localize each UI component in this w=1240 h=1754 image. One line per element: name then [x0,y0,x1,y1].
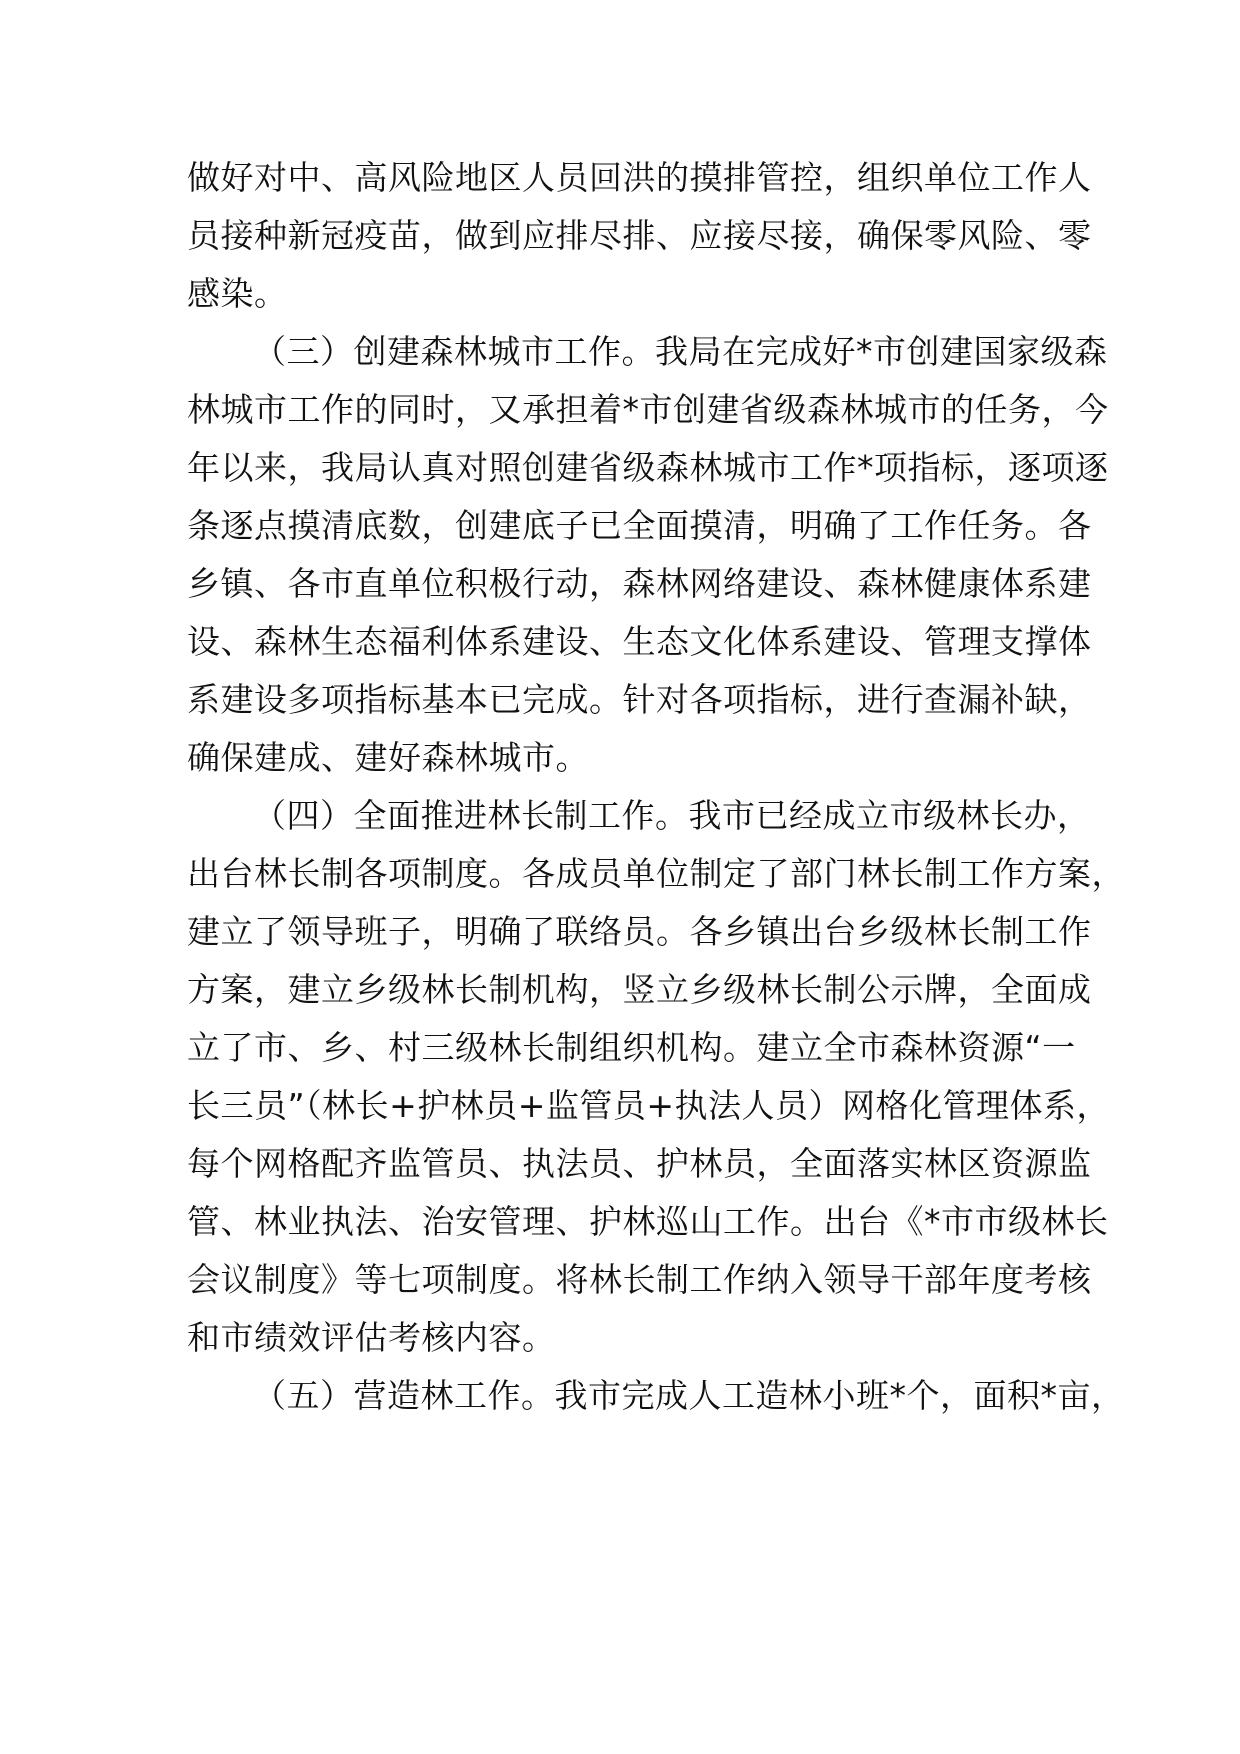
text-line: 建立了领导班子，明确了联络员。各乡镇出台乡级林长制工作 [187,912,1092,951]
text-line: 设、森林生态福利体系建设、生态文化体系建设、管理支撑体 [187,622,1092,661]
text-line: 林城市工作的同时，又承担着*市创建省级森林城市的任务，今 [187,390,1109,429]
text-line: 出台林长制各项制度。各成员单位制定了部门林长制工作方案， [187,854,1125,893]
text-line: 年以来，我局认真对照创建省级森林城市工作*项指标，逐项逐 [187,448,1109,487]
text-line: 长三员”（林长+护林员+监管员+执法人员）网格化管理体系， [187,1086,1111,1125]
text-line: 确保建成、建好森林城市。 [187,738,589,777]
text-line: 管、林业执法、治安管理、护林巡山工作。出台《*市市级林长 [187,1202,1109,1241]
text-line: 系建设多项指标基本已完成。针对各项指标，进行查漏补缺， [187,680,1092,719]
section-heading-line: （五）营造林工作。我市完成人工造林小班*个，面积*亩， [253,1376,1125,1415]
text-line: 乡镇、各市直单位积极行动，森林网络建设、森林健康体系建 [187,564,1092,603]
text-line: 感染。 [187,274,288,313]
text-line: 条逐点摸清底数，创建底子已全面摸清，明确了工作任务。各 [187,506,1092,545]
text-line: 立了市、乡、村三级林长制组织机构。建立全市森林资源“一 [187,1028,1076,1067]
text-line: 会议制度》等七项制度。将林长制工作纳入领导干部年度考核 [187,1260,1092,1299]
text-line: 员接种新冠疫苗，做到应排尽排、应接尽接，确保零风险、零 [187,216,1092,255]
section-heading-line: （四）全面推进林长制工作。我市已经成立市级林长办， [253,796,1091,835]
text-line: 和市绩效评估考核内容。 [187,1318,556,1357]
text-line: 方案，建立乡级林长制机构，竖立乡级林长制公示牌，全面成 [187,970,1092,1009]
text-line: 做好对中、高风险地区人员回洪的摸排管控，组织单位工作人 [187,158,1092,197]
section-heading-line: （三）创建森林城市工作。我局在完成好*市创建国家级森 [253,332,1108,371]
text-line: 每个网格配齐监管员、执法员、护林员，全面落实林区资源监 [187,1144,1092,1183]
